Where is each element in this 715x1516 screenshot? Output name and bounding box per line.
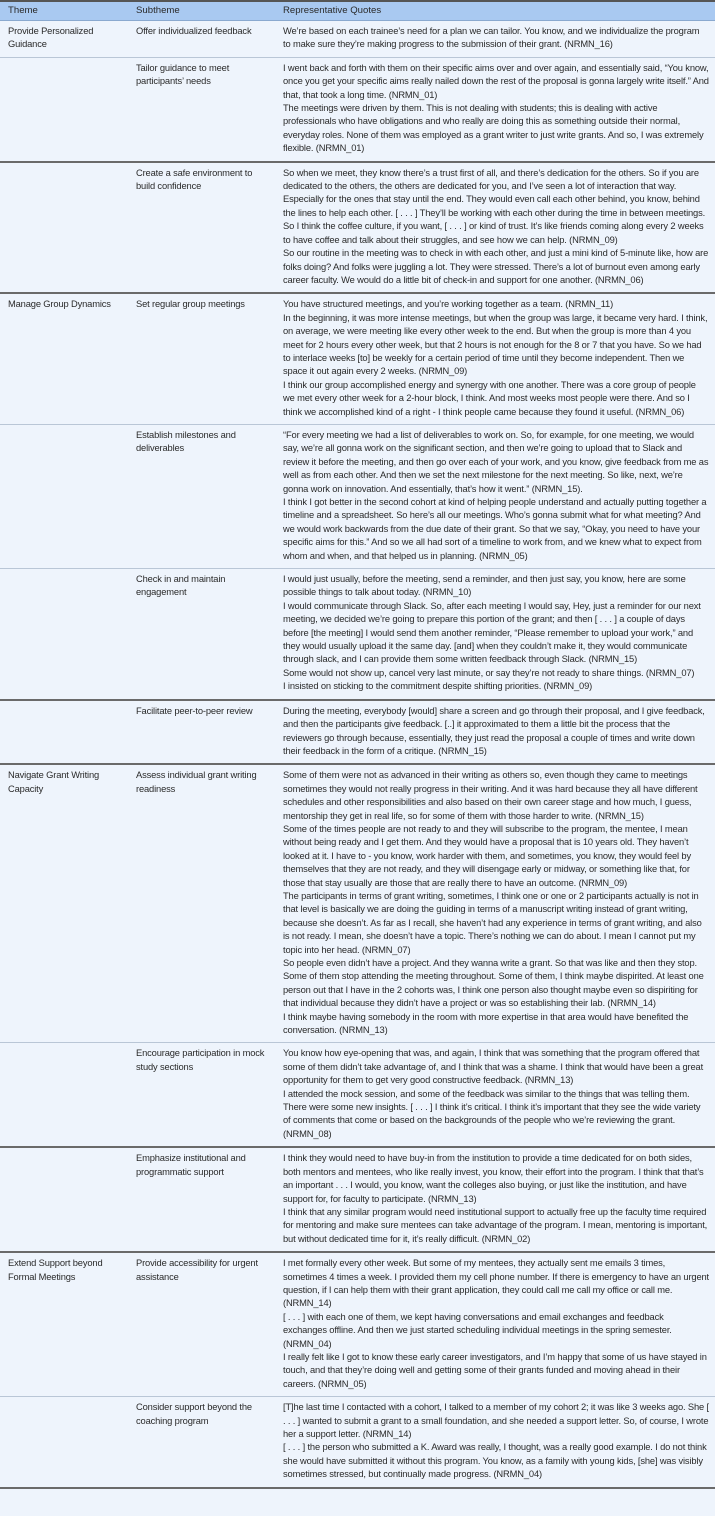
theme-cell: Manage Group Dynamics [0, 293, 128, 424]
table-row [0, 57, 715, 161]
quotes-cell [275, 21, 715, 58]
quote: I would just usually, before the meeting, send a reminder, and then just say, you know, here are some possible things to talk about today. (NRMN_10) [283, 574, 686, 598]
theme-cell [0, 1043, 128, 1147]
quote: I met formally every other week. But some of my mentees, they actually sent me emails 3 times, sometimes 4 times a week. I provided them my cell phone number. If there is emergency to have an urgent question, if I can help them with their grant application, they could call me call my office or call me. (NRMN_14) [283, 1258, 710, 1309]
table-row [0, 569, 715, 700]
quote: I think that any similar program would need institutional support to actually free up the faculty time required for mentoring and make sure mentees can take advantage of the program. I mean, mentoring is important, but without dedicated time for it, it’s really difficult. (NRMN_02) [283, 1206, 708, 1244]
header-quotes: Representative Quotes [275, 1, 715, 21]
theme-cell: Extend Support beyond Formal Meetings [0, 1252, 128, 1397]
subtheme-cell: Establish milestones and deliverables [128, 424, 275, 568]
quote: Some would not show up, cancel very last minute, or say they’re not ready to share things. (NRMN_07) [283, 667, 695, 678]
theme-cell: Navigate Grant Writing Capacity [0, 764, 128, 1043]
table-header-row [0, 1, 715, 21]
table-row [0, 162, 715, 294]
theme-cell [0, 569, 128, 700]
quote: The participants in terms of grant writing, sometimes, I think one or one or 2 participants actually is not in that level is basically we are doing the guiding in terms of a manuscript writing instead of grant writing, because she doesn’t. As far as I recall, she haven’t had any experience in terms of grant writing, and also is not ready. I mean, she doesn’t have a topic. There’s nothing we can do about. I mean I cannot put my topic into her head. (NRMN_07) [283, 890, 702, 955]
quotes-cell [275, 569, 715, 700]
table-row [0, 1147, 715, 1252]
quotes-cell [275, 57, 715, 161]
subtheme-cell: Assess individual grant writing readiness [128, 764, 275, 1043]
subtheme-cell: Emphasize institutional and programmatic support [128, 1147, 275, 1252]
quote: I would communicate through Slack. So, after each meeting I would say, Hey, just a reminder for our next meeting, we decided we’re going to prepare this portion of the grant; and then [ . . . ] a couple of days before [the meeting] I would send them another reminder, “Please remember to upload your work,” and they would usually upload it the same day. [and] when they couldn’t make it, they would communicate through slack, and I can provide them some written feedback through Slack. (NRMN_15) [283, 600, 701, 665]
quote: I think maybe having somebody in the room with more expertise in that area would have benefited the conversation. (NRMN_13) [283, 1011, 689, 1036]
quote: So our routine in the meeting was to check in with each other, and just a mini kind of 5-minute like, how are folks doing? And folks were juggling a lot. They were stressed. There’s a lot of burnout even among early career faculty. We would do a little bit of check-in and support for one another. (NRMN_06) [283, 248, 709, 285]
quote: [T]he last time I contacted with a cohort, I talked to a member of my cohort 2; it was like 3 weeks ago. She [ . . . ] wanted to submit a grant to a small foundation, and she needed a support letter. So, of course, I wrote her a support letter. (NRMN_14) [283, 1402, 709, 1439]
theme-cell [0, 162, 128, 294]
quote: I insisted on sticking to the commitment despite shifting priorities. (NRMN_09) [283, 681, 593, 692]
table-row [0, 1252, 715, 1397]
subtheme-cell: Consider support beyond the coaching program [128, 1397, 275, 1488]
quotes-cell [275, 1252, 715, 1397]
quote: So when we meet, they know there’s a trust first of all, and there’s dedication for the others. So if you are dedicated to the others, the others are dedicated for you, and I’ve seen a lot of interaction that way. Especially for the ones that stay until the end. They would even call each other behind, you know, behind the lines to help each other. [ . . . ] They’ll be working with each other during the time in between meetings. So I think the coffee culture, if you want, [ . . . ] or kind of trust. It’s like friends coming along every 2 weeks to have coffee and talk about their struggles, and see how we can help. (NRMN_09) [283, 167, 706, 245]
quote: You know how eye-opening that was, and again, I think that was something that the program offered that some of them didn’t take advantage of, and I think that was a shame. I think that would have been a great opportunity for them to get very good constructive feedback. (NRMN_13) [283, 1048, 704, 1086]
subtheme-cell: Set regular group meetings [128, 293, 275, 424]
quote: In the beginning, it was more intense meetings, but when the group was large, it became very hard. I think, on average, we were meeting like every other week to the end. But when the group is more than 4 you meet for 2 hours every other week, but that 2 hours is not enough for the 8 or 7 that you have. So we had to interlace weeks [to] be weekly for a certain period of time until they become independent. Then we space it out again every 2 weeks. (NRMN_09) [283, 312, 708, 377]
quote: We’re based on each trainee’s need for a plan we can tailor. You know, and we individualize the program to make sure they’re making progress to the submission of their grant. (NRMN_16) [283, 26, 700, 50]
subtheme-cell: Offer individualized feedback [128, 21, 275, 58]
subtheme-cell: Create a safe environment to build confidence [128, 162, 275, 294]
table-body [0, 21, 715, 1488]
quotes-cell [275, 424, 715, 568]
theme-cell [0, 700, 128, 765]
quotes-cell [275, 1043, 715, 1147]
theme-cell [0, 1147, 128, 1252]
table-row [0, 1397, 715, 1488]
quote: The meetings were driven by them. This is not dealing with students; this is dealing with active professionals who have obligations and who really are doing this as something outside their normal, everyday roles. None of them was employed as a grant writer to just write grants. And so, I was extremely flexible. (NRMN_01) [283, 103, 704, 154]
quote: Some of the times people are not ready to and they will subscribe to the program, the mentee, I mean without being ready and I get them. And they would have a proposal that is 10 years old. They haven’t looked at it. I have to - you know, work harder with them, and sometimes, you know, they would feel by themselves that they are not ready, and they will disengage early or midway, or something like that, for those that stay usually are those that are really there to have an outcome. (NRMN_09) [283, 823, 691, 888]
table-row [0, 764, 715, 1043]
table-row [0, 293, 715, 424]
theme-cell: Provide Personalized Guidance [0, 21, 128, 58]
quote: I think I got better in the second cohort at kind of helping people understand and actually putting together a timeline and a spreadsheet. So here’s all our meetings. Who’s gonna submit what for what meeting? And we would work backwards from the due date of their grant. So that we say, “Okay, you need to have your specific aims for this.” And so we all had sort of a timeline to work from, and we knew what to expect from whom and when, and that helped us in planning. (NRMN_05) [283, 497, 707, 561]
header-subtheme: Subtheme [128, 1, 275, 21]
quote: During the meeting, everybody [would] share a screen and go through their proposal, and I give feedback, and then the participants give feedback. [..] it approximated to them a little bit the process that the reviewers go through because, essentially, they just read the proposal a couple of times and write down their feedback in the form of a critique. (NRMN_15) [283, 705, 705, 756]
theme-cell [0, 1397, 128, 1488]
quotes-cell [275, 293, 715, 424]
quote: You have structured meetings, and you’re working together as a team. (NRMN_11) [283, 299, 614, 310]
quote: Some of them were not as advanced in their writing as others so, even though they came to meetings sometimes they would not really progress in their writing. And it was hard because they all have different schedules and other responsibilities and also based on their own career stage and how much, I guess, mentorship they get in real life, so for some of them with those harder to write. (NRMN_15) [283, 770, 698, 821]
quotes-cell [275, 1397, 715, 1488]
quote: [ . . . ] the person who submitted a K. Award was really, I thought, was a really good example. I do not think she would have submitted it without this program. You know, as a family with young kids, [she] was visibly sometimes stressed, but continually made progress. (NRMN_04) [283, 1442, 707, 1480]
quotes-cell [275, 700, 715, 765]
quotes-cell [275, 764, 715, 1043]
table-row [0, 700, 715, 765]
quote: So people even didn’t have a project. And they wanna write a grant. So that was like and then they stop. Some of them stop attending the meeting throughout. Some of them, I think maybe dispirited. At least one person out that I have in the 2 cohorts was, I think one person also thought maybe even so dispiriting for that individual because they didn’t have a project or was so establishing their lab. (NRMN_14) [283, 958, 704, 1009]
quote: I attended the mock session, and some of the feedback was similar to the things that was telling them. There were some new insights. [ . . . ] I think it’s critical. I think it’s important that they see the wide variety of comments that come or based on the backgrounds of the people who we’re reviewing the grant. (NRMN_08) [283, 1088, 701, 1139]
table-row [0, 424, 715, 568]
subtheme-cell: Encourage participation in mock study sections [128, 1043, 275, 1147]
theme-cell [0, 424, 128, 568]
theme-cell [0, 57, 128, 161]
quotes-cell [275, 162, 715, 294]
subtheme-cell: Tailor guidance to meet participants’ needs [128, 57, 275, 161]
quote: I think they would need to have buy-in from the institution to provide a time dedicated for on both sides, both mentors and mentees, who like really invest, you know, their effort into the program. I think that that’s an important . . . I would, you know, want the colleges also buying, or just like the institution, and have support for, for faculty to participate. (NRMN_13) [283, 1153, 704, 1204]
subtheme-cell: Facilitate peer-to-peer review [128, 700, 275, 765]
quote: I went back and forth with them on their specific aims over and over again, and essentially said, “You know, once you get your specific aims really nailed down the rest of the proposal is gonna largely write itself.” And that, that took a long time. (NRMN_01) [283, 62, 709, 100]
quote: [ . . . ] with each one of them, we kept having conversations and email exchanges and feedback exchanges offline. And then we just started scheduling individual meetings in the spring semester. (NRMN_04) [283, 1311, 672, 1349]
header-theme: Theme [0, 1, 128, 21]
table-row [0, 1043, 715, 1147]
quote: I really felt like I got to know these early career investigators, and I’m happy that some of us have stayed in touch, and that they’re doing well and getting some of their grants funded and moving ahead in their careers. (NRMN_05) [283, 1351, 707, 1389]
quote: I think our group accomplished energy and synergy with one another. There was a core group of people we met every other week for a 2-hour block, I think. And most weeks most people were there. And so I think we accomplished kind of a right - I think people came because they found it useful. (NRMN_06) [283, 379, 696, 417]
table-row [0, 21, 715, 58]
quotes-cell [275, 1147, 715, 1252]
subtheme-cell: Check in and maintain engagement [128, 569, 275, 700]
subtheme-cell: Provide accessibility for urgent assistance [128, 1252, 275, 1397]
quote: “For every meeting we had a list of deliverables to work on. So, for example, for one meeting, we would say, we’re all gonna work on the significant section, and then we’re going to upload that to Slack and review it before the meeting, and then go over each of your work, and you know, give feedback from me as well as from each other. And then we set the next milestone for the next meeting. So like, next, we’re gonna work on innovation. And essentially, that’s how it went.” (NRMN_15). [283, 429, 709, 494]
